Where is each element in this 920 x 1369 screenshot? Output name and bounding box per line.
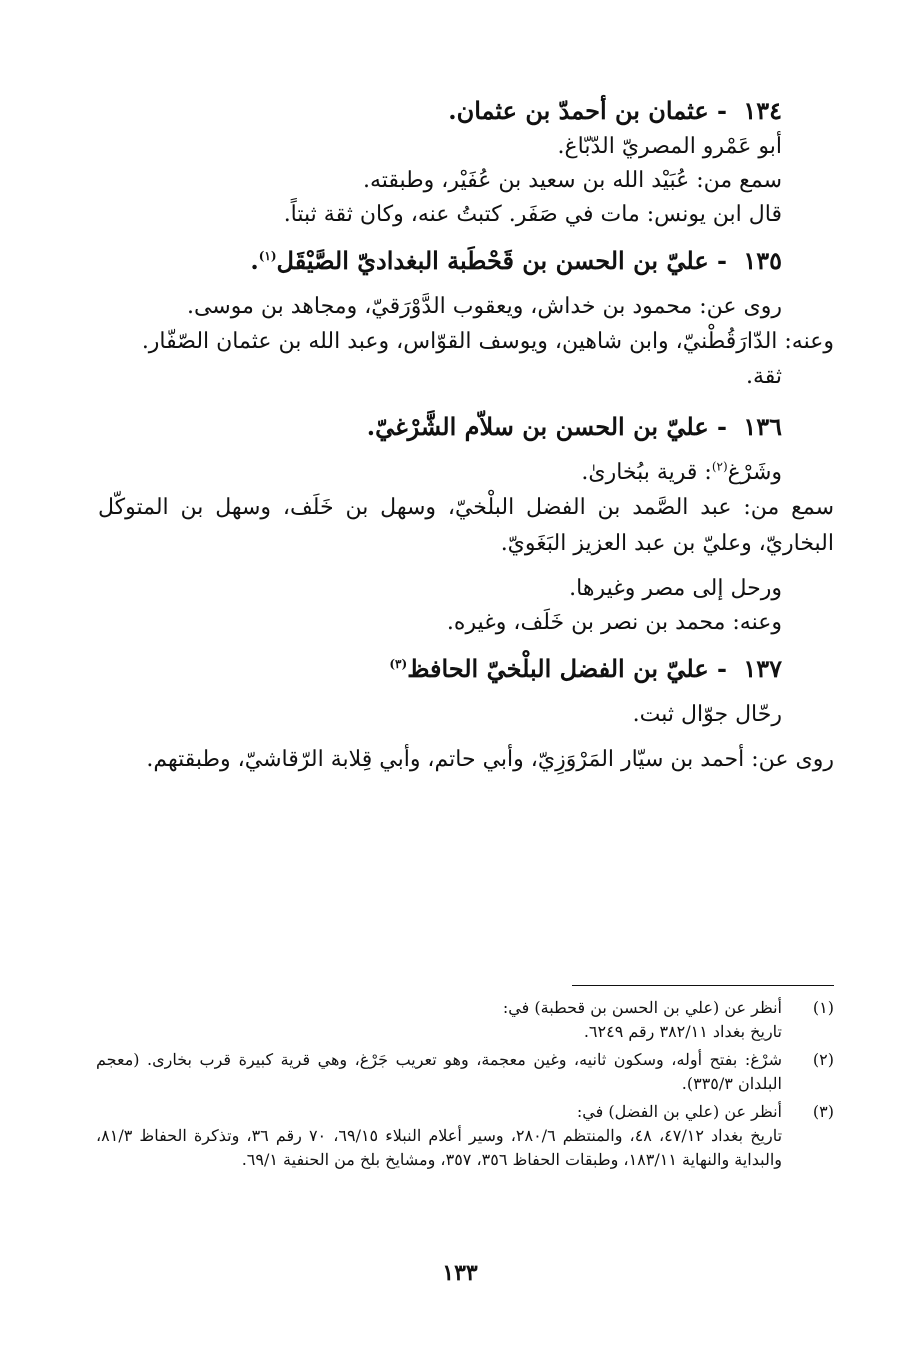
entry-number: ١٣٦ <box>743 412 782 441</box>
entry-title: - عثمان بن أحمدّ بن عثمان. <box>448 96 727 125</box>
entry-paragraph: روى عن: أحمد بن سيّار المَرْوَزِيّ، وأبي حاتم، وأبي قِلابة الرّقاشيّ، وطبقتهم. <box>146 747 834 772</box>
entry-number: ١٣٧ <box>743 654 782 683</box>
footnote-text: شرْغ: بفتح أوله، وسكون ثانيه، وغين معجمة، وهو تعريب جَرْغ، وهي قرية كبيرة قرب بخارى. (معجم البلدان ٣٣٥/٣). <box>96 1050 782 1093</box>
entry-title: - عليّ بن الحسن بن قَحْطَبة البغداديّ الصَّيْقَل <box>276 246 727 275</box>
footnote <box>96 1048 834 1096</box>
footnote-marker[interactable]: (٣) <box>389 657 408 671</box>
footnote <box>96 1100 834 1172</box>
footnote <box>96 996 834 1044</box>
footnotes <box>96 996 834 1176</box>
entry-heading: ١٣٥ - عليّ بن الحسن بن قَحْطَبة البغداديّ الصَّيْقَل$^{(١)}$. <box>250 246 782 275</box>
entry-title: - عليّ بن الحسن بن سلاّم الشَّرْغيّ. <box>366 412 727 441</box>
entry-line: قال ابن يونس: مات في صَفَر. كتبتُ عنه، وكان ثقة ثبتاً. <box>283 202 782 227</box>
main-text <box>98 92 834 778</box>
footnote-text: أنظر عن (علي بن الحسن بن قحطبة) في: <box>502 998 782 1017</box>
footnote-divider <box>572 985 834 986</box>
entry-paragraph: سمع من: عبد الصَّمد بن الفضل البلْخيّ، وسهل بن خَلَف، وسهل بن المتوكّل البخاريّ، وعليّ بن عبد العزيز البَغَويّ. <box>98 495 834 556</box>
footnote-number: (٣) <box>812 1102 834 1121</box>
footnote-number: (١) <box>812 998 834 1017</box>
entry-heading <box>98 408 834 446</box>
entry-title: - عليّ بن الفضل البلْخيّ الحافظ <box>407 654 727 683</box>
entry-heading <box>98 650 834 688</box>
entry-line: أبو عَمْرو المصريّ الدّبّاغ. <box>557 134 782 159</box>
footnote-text: أنظر عن (علي بن الفضل) في: <box>576 1102 782 1121</box>
footnote-number: (٢) <box>812 1050 834 1069</box>
entry-paragraph: وعنه: الدّارَقُطْنيّ، وابن شاهين، ويوسف القوّاس، وعبد الله بن عثمان الصّفّار. <box>141 329 834 354</box>
entry-line: رحّال جوّال ثبت. <box>632 702 782 727</box>
entry-number: ١٣٤ <box>743 96 782 125</box>
entry-line: ثقة. <box>745 364 782 389</box>
footnote-marker[interactable]: (١) <box>258 249 277 263</box>
entry-line: وعنه: محمد بن نصر بن خَلَف، وغيره. <box>446 610 782 635</box>
page-number: ١٣٣ <box>442 1260 478 1286</box>
footnote-text: تاريخ بغداد ٤٧/١٢، ٤٨، والمنتظم ٢٨٠/٦، وسير أعلام النبلاء ٦٩/١٥، ٧٠ رقم ٣٦، وتذكرة الحفاظ ٨١/٣، والبداية والنهاية ١٨٣/١١، وطبقات الحفاظ ٣٥٦، ٣٥٧، ومشايخ بلخ من الحنفية ٦٩/١. <box>96 1126 783 1169</box>
entry-line: ورحل إلى مصر وغيرها. <box>569 576 782 601</box>
entry-line: سمع من: عُبَيْد الله بن سعيد بن عُفَيْر، وطبقته. <box>362 168 782 193</box>
footnote-text: تاريخ بغداد ٣٨٢/١١ رقم ٦٢٤٩. <box>583 1022 782 1041</box>
entry-line: وشَرْغ$^{(٢)}$: قرية ببُخارىٰ. <box>581 459 782 485</box>
entry-line: روى عن: محمود بن خداش، ويعقوب الدَّوْرَقيّ، ومجاهد بن موسى. <box>186 294 782 319</box>
entry-number: ١٣٥ <box>743 246 782 275</box>
entry-heading <box>98 92 834 130</box>
footnote-marker[interactable]: (٢) <box>711 459 728 474</box>
